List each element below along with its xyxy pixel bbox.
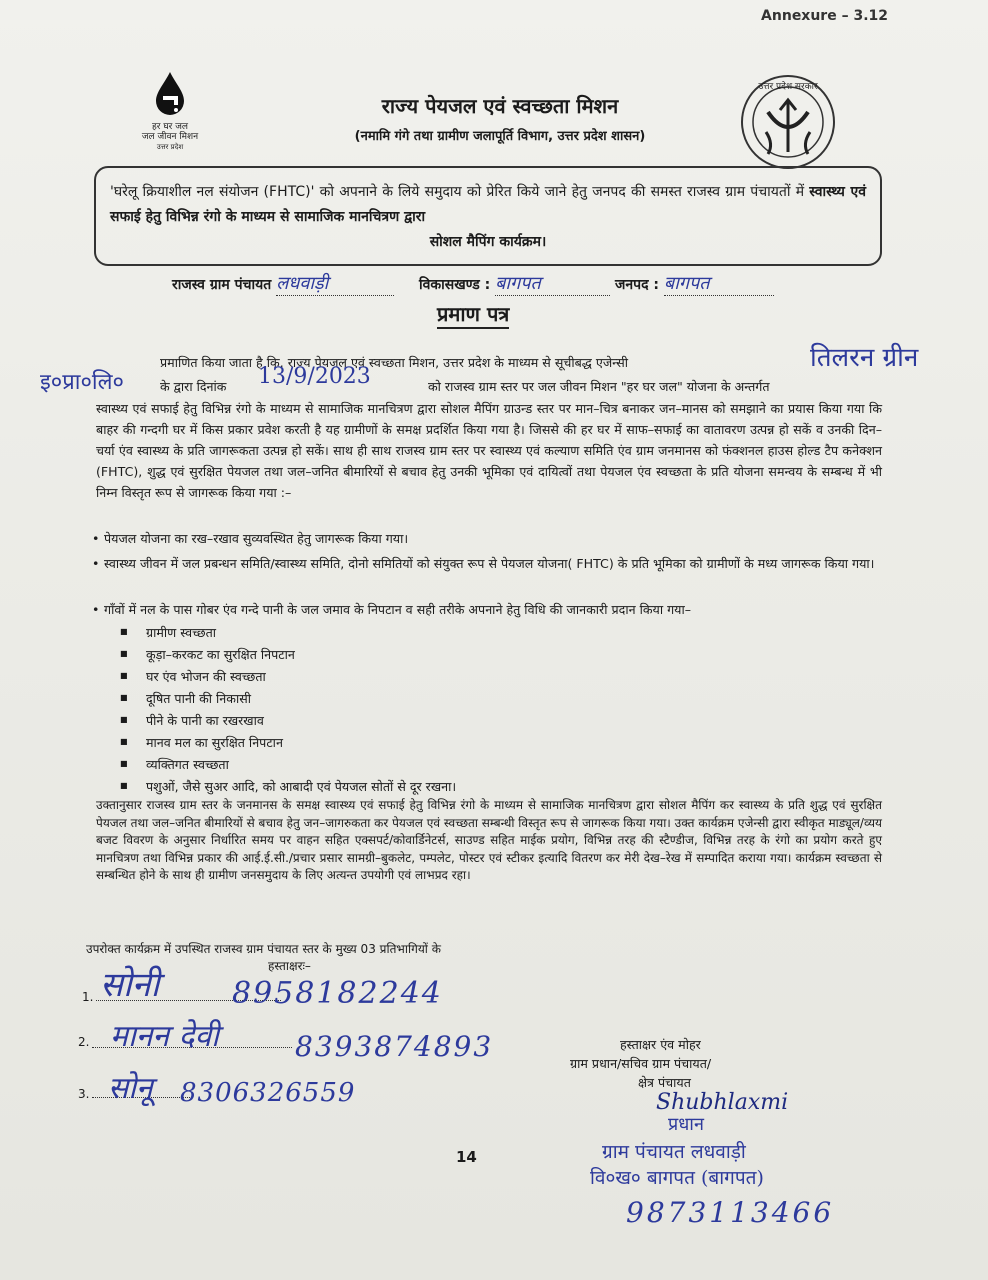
sub-list-item: ■ व्यक्तिगत स्वच्छता xyxy=(146,756,229,773)
logo-line-2: जल जीवन मिशन xyxy=(141,132,199,142)
box-bold-text: स्वास्थ्य एवं सफाई हेतु विभिन्न रंगो के माध्यम से सामाजिक मानचित्रण द्वारा xyxy=(110,184,866,225)
panchayat-label: राजस्व ग्राम पंचायत xyxy=(172,277,272,293)
certificate-line-2b: को राजस्व ग्राम स्तर पर जल जीवन मिशन "हर घर जल" योजना के अन्तर्गत xyxy=(428,379,770,394)
sub-list-item: ■ पीने के पानी का रखरखाव xyxy=(146,712,264,729)
participant-phone: 8393874893 xyxy=(295,1030,494,1063)
participant-number: 3. xyxy=(78,1087,90,1101)
participant-name: मानन देवी xyxy=(110,1019,219,1054)
closing-paragraph: उक्तानुसार राजस्व ग्राम स्तर के जनमानस के समक्ष स्वास्थ्य एवं सफाई हेतु विभिन्न रंगो के माध्यम से सामाजिक मानचित्रण द्वारा सोशल मैपिंग कर स्वास्थ्य के प्रति शुद्ध एवं सुरक्षित पेयजल तथा जल–जनित बीमारियों से बचाव हेतु जन–जागरुकता कर पेयजल एवं स्वच्छता सम्बन्धी विस्तृत रूप से जागरूक किया गया। उक्त कार्यक्रम एजेन्सी द्वारा स्वीकृत माड्यूल/व्यय बजट विवरण के अनुसार निर्धारित समय पर वाहन सहित एक्सपर्ट/कोवार्डिनेटर्स, साउण्ड सहित माईक प्रयोग, विभिन्न तरह की स्टैण्डीज, विभिन्न तरह के रंगो का प्रयोग करते हुए मानचित्रण तथा विभिन्न प्रकार की आई.ई.सी./प्रचार प्रसार सामग्री–बुकलेट, पम्पलेट, पोस्टर एवं स्टीकर इत्यादि वितरण कर मेरी देख–रेख में सम्पादित कराया गया। कार्यक्रम स्वच्छता से सम्बन्धित होने के साथ ही ग्रामीण जनसमुदाय के लिए अत्यन्त उपयोगी एवं लाभप्रद रहा। xyxy=(96,798,882,883)
participant-name: सोनू xyxy=(108,1071,153,1106)
stamp-block: वि०ख० बागपत (बागपत) xyxy=(590,1167,764,1189)
stamp-panchayat: ग्राम पंचायत लधवाड़ी xyxy=(602,1141,746,1163)
participants-intro: उपरोक्त कार्यक्रम में उपस्थित राजस्व ग्राम पंचायत स्तर के मुख्य 03 प्रतिभागियों के xyxy=(86,942,441,956)
block-value: बागपत xyxy=(495,271,610,296)
certificate-line-1: प्रमाणित किया जाता है कि, राज्य पेयजल एवं स्वच्छता मिशन, उत्तर प्रदेश के माध्यम से सूचीबद्ध एजेन्सी xyxy=(160,355,628,370)
participant-number: 2. xyxy=(78,1035,90,1049)
pradhan-phone: 9873113466 xyxy=(626,1196,835,1229)
bullet-item: • स्वास्थ्य जीवन में जल प्रबन्धन समिति/स्वास्थ्य समिति, दोनो समितियों को संयुक्त रूप से पेयजल योजना( FHTC) के प्रति भूमिका को ग्रामीणों के मध्य जागरूक किया गया। xyxy=(104,553,882,574)
sub-list-item: ■ ग्रामीण स्वच्छता xyxy=(146,624,216,641)
participant-name: सोनी xyxy=(100,965,160,1005)
bullet-item: • पेयजल योजना का रख–रखाव सुव्यवस्थित हेतु जागरूक किया गया। xyxy=(104,528,880,549)
participant-phone: 8306326559 xyxy=(180,1078,356,1108)
annexure-label: Annexure – 3.12 xyxy=(761,8,888,24)
logo-line-3: उत्तर प्रदेश xyxy=(156,143,184,151)
box-program-name: सोशल मैपिंग कार्यक्रम। xyxy=(429,234,547,250)
emblem-text: उत्तर प्रदेश सरकार xyxy=(758,82,818,92)
program-title-box xyxy=(94,166,882,266)
participant-phone: 8958182244 xyxy=(232,976,443,1011)
sub-list-item: ■ घर एंव भोजन की स्वच्छता xyxy=(146,668,266,685)
signature-label-2: ग्राम प्रधान/सचिव ग्राम पंचायत/ xyxy=(570,1056,712,1071)
district-label: जनपद : xyxy=(615,277,660,293)
block-label: विकासखण्ड : xyxy=(418,277,491,293)
mission-title: राज्य पेयजल एवं स्वच्छता मिशन xyxy=(381,94,619,118)
mission-subtitle: (नमामि गंगे तथा ग्रामीण जलापूर्ति विभाग, उत्तर प्रदेश शासन) xyxy=(354,129,646,144)
agency-handwritten-2: इ०प्रा०लि० xyxy=(40,370,124,395)
certificate-line-2a: के द्वारा दिनांक xyxy=(160,379,227,394)
bullet-item: • गाँवों में नल के पास गोबर एंव गन्दे पानी के जल जमाव के निपटान व सही तरीके अपनाने हेतु विधि की जानकारी प्रदान किया गया– xyxy=(104,599,882,620)
uttar-pradesh-emblem-icon xyxy=(738,72,838,172)
participant-number: 1. xyxy=(82,990,94,1004)
signature-label-3: क्षेत्र पंचायत xyxy=(638,1075,691,1090)
har-ghar-jal-logo xyxy=(130,70,210,160)
stamp-pradhan: प्रधान xyxy=(668,1114,704,1135)
pradhan-signature: Shubhlaxmi xyxy=(656,1090,789,1115)
page-number: 14 xyxy=(456,1148,477,1166)
participants-intro-2: हस्ताक्षरः– xyxy=(268,959,311,973)
location-row xyxy=(172,271,774,296)
date-handwritten: 13/9/2023 xyxy=(258,364,371,389)
agency-handwritten: तिलरन ग्रीन xyxy=(810,343,919,373)
certificate-heading: प्रमाण पत्र xyxy=(437,300,509,329)
sub-list-item: ■ दूषित पानी की निकासी xyxy=(146,690,251,707)
sub-list-item: ■ पशुओं, जैसे सुअर आदि, को आबादी एवं पेयजल सोतों से दूर रखना। xyxy=(146,778,456,795)
water-drop-tap-icon xyxy=(150,70,190,118)
certificate-body: स्वास्थ्य एवं सफाई हेतु विभिन्न रंगो के माध्यम से सामाजिक मानचित्रण द्वारा सोशल मैपिंग ग्राउन्ड स्तर पर मान–चित्र बनाकर जन–मानस को समझाने का प्रयास किया गया कि बाहर की गन्दगी घर में किस प्रकार प्रवेश करती है यह ग्रामीणों के समक्ष प्रदर्शित किया गया है। जिससे की हर घर में साफ–सफाई का वातावरण उत्पन्न हो सकें व उनकी दिन–चर्या एंव स्वास्थ्य के प्रति जागरूकता उत्पन्न हो सकें। साथ ही साथ राजस्व ग्राम स्तर पर स्वास्थ्य एवं कल्याण समिति एंव ग्राम जनमानस को फंक्शनल हाउस होल्ड टैप कनेक्शन (FHTC), शुद्ध एवं सुरक्षित पेयजल तथा जल–जनित बीमारियों से बचाव हेतु उनकी भूमिका एवं दायित्वों तथा पेयजल एंव स्वच्छता के प्रति योजना समन्वय के सम्बन्ध में भी निम्न विस्तृत रूप से जागरूक किया गया :– xyxy=(96,401,882,500)
logo-line-1: हर घर जल xyxy=(152,122,188,132)
sub-list-item: ■ मानव मल का सुरक्षित निपटान xyxy=(146,734,283,751)
signature-label-1: हस्ताक्षर एंव मोहर xyxy=(620,1037,701,1052)
sub-list-item: ■ कूड़ा–करकट का सुरक्षित निपटान xyxy=(146,646,295,663)
district-value: बागपत xyxy=(664,271,774,296)
panchayat-value: लधवाड़ी xyxy=(276,271,394,296)
box-text: 'घरेलू क्रियाशील नल संयोजन (FHTC)' को अपनाने के लिये समुदाय को प्रेरित किये जाने हेतु जनपद की समस्त राजस्व ग्राम पंचायतों में स्वास्थ्य एवं सफाई हेतु विभिन्न रंगो के माध्यम से सामाजिक मानचित्रण द्वारा xyxy=(110,184,866,225)
